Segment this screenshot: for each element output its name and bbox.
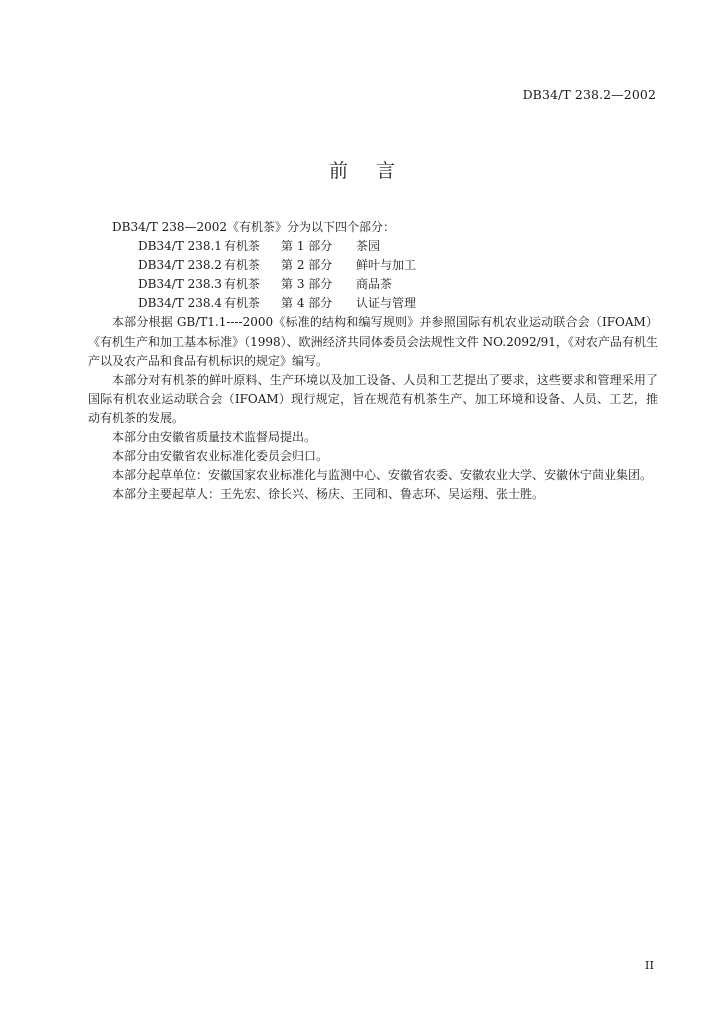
paragraph-proposer: 本部分由安徽省质量技术监督局提出。 (112, 430, 317, 445)
list-item (88, 294, 658, 313)
standard-code: DB34/T 238.2—2002 (522, 87, 656, 102)
page-title: 前言 (328, 160, 423, 182)
part-name: 有机茶 (224, 239, 261, 254)
part-title: 商品茶 (356, 277, 393, 292)
part-title: 茶园 (356, 239, 381, 254)
part-name: 有机茶 (224, 258, 261, 273)
part-number: 第 2 部分 (281, 258, 333, 273)
part-code: DB34/T 238.4 (138, 296, 222, 311)
list-item (88, 237, 658, 256)
part-code: DB34/T 238.1 (138, 239, 222, 254)
paragraph-scope: 本部分对有机茶的鲜叶原料、生产环境以及加工设备、人员和工艺提出了要求，这些要求和管理采用了国际有机农业运动联合会（IFOAM）现行规定，旨在规范有机茶生产、加工环境和设备、人员、工艺，推动有机茶的发展。 (88, 372, 658, 425)
parts-list (88, 237, 658, 313)
list-item (88, 275, 658, 294)
part-name: 有机茶 (224, 296, 261, 311)
part-code: DB34/T 238.3 (138, 277, 222, 292)
part-number: 第 4 部分 (281, 296, 333, 311)
part-title: 鲜叶与加工 (356, 258, 417, 273)
part-number: 第 3 部分 (281, 277, 333, 292)
part-name: 有机茶 (224, 277, 261, 292)
intro-paragraph: DB34/T 238—2002《有机茶》分为以下四个部分： (112, 220, 396, 234)
part-title: 认证与管理 (356, 296, 417, 311)
page-number: II (644, 958, 654, 972)
paragraph-basis: 本部分根据 GB/T1.1----2000《标准的结构和编写规则》并参照国际有机农业运动联合会（IFOAM）《有机生产和加工基本标准》（1998）、欧洲经济共同体委员会法规性文件 NO.2092/91，《对农产品有机生产以及农产品和食品有机标识的规定》编写。 (88, 315, 658, 368)
list-item (88, 256, 658, 275)
document-body (88, 218, 658, 504)
paragraph-committee: 本部分由安徽省农业标准化委员会归口。 (112, 449, 329, 464)
part-number: 第 1 部分 (281, 239, 333, 254)
part-code: DB34/T 238.2 (138, 258, 222, 273)
paragraph-drafters: 本部分主要起草人：王先宏、徐长兴、杨庆、王同和、鲁志环、吴运翔、张士胜。 (112, 487, 545, 502)
paragraph-drafting-units: 本部分起草单位：安徽国家农业标准化与监测中心、安徽省农委、安徽农业大学、安徽休宁茴业集团。 (112, 468, 653, 483)
